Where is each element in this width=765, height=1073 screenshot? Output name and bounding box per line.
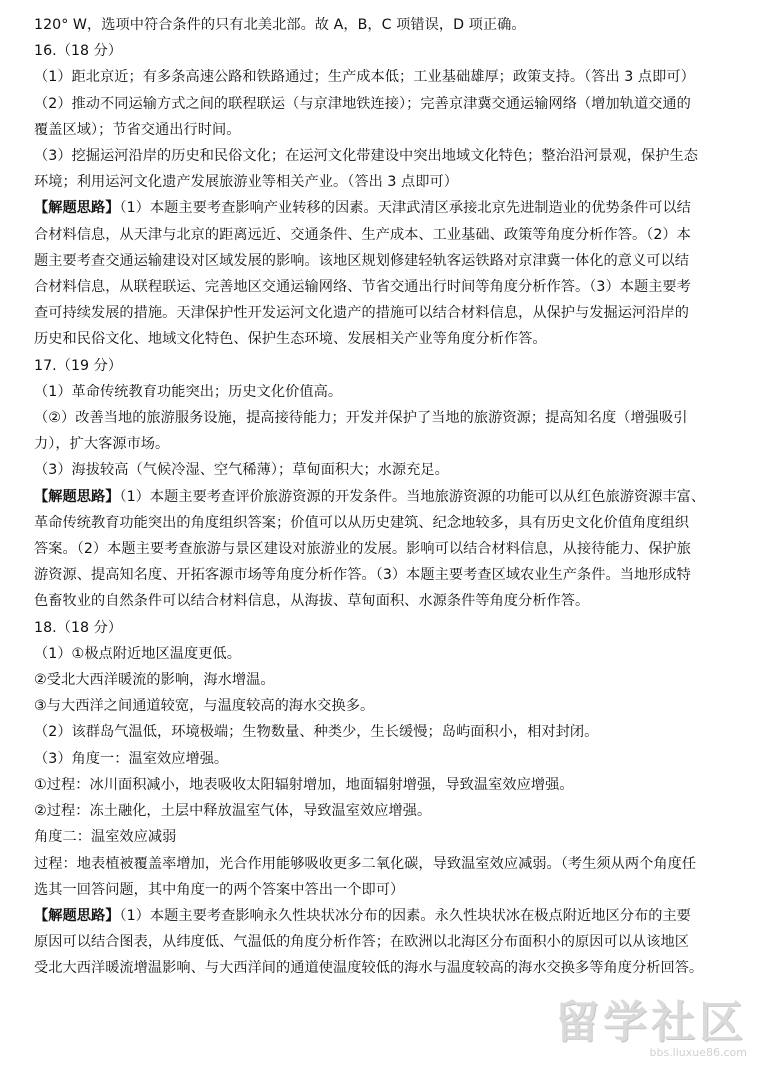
answer-text-body	[34, 12, 734, 982]
line-text: （3）海拔较高（气候冷湿、空气稀薄）；草甸面积大；水源充足。	[34, 462, 449, 479]
line-text: ①过程：冰川面积减小，地表吸收太阳辐射增加，地面辐射增强，导致温室效应增强。	[34, 776, 574, 793]
text-line	[34, 169, 734, 195]
line-text: （2）该群岛气温低，环境极端；生物数量、种类少，生长缓慢；岛屿面积小，相对封闭。	[34, 724, 599, 741]
text-line	[34, 117, 734, 143]
watermark-logo	[555, 997, 747, 1059]
text-line	[34, 353, 734, 379]
text-line	[34, 431, 734, 457]
text-line	[34, 248, 734, 274]
text-line	[34, 772, 734, 798]
line-text: 18.（18 分）	[34, 619, 123, 636]
line-text: （1）本题主要考查影响产业转移的因素。天津武清区承接北京先进制造业的优势条件可以结	[119, 200, 691, 217]
line-text: （3）角度一：温室效应增强。	[34, 750, 229, 767]
line-text: 选其一回答问题，其中角度一的两个答案中答出一个即可）	[34, 881, 405, 898]
line-text: 环境；利用运河文化遗产发展旅游业等相关产业。（答出 3 点即可）	[34, 174, 458, 191]
line-text: （1）距北京近；有多条高速公路和铁路通过；生产成本低；工业基础雄厚；政策支持。（答出 3 点即可）	[34, 69, 695, 86]
text-line	[34, 824, 734, 850]
line-text: 16.（18 分）	[34, 43, 123, 60]
line-text: （②）改善当地的旅游服务设施，提高接待能力；开发并保护了当地的旅游资源；提高知名度（增强吸引	[34, 410, 688, 427]
text-line	[34, 457, 734, 483]
line-text: ③与大西洋之间通道较宽，与温度较高的海水交换多。	[34, 698, 375, 715]
line-text: ②过程：冻土融化，土层中释放温室气体，导致温室效应增强。	[34, 803, 432, 820]
line-text: （1）革命传统教育功能突出；历史文化价值高。	[34, 383, 343, 400]
solution-tag: 【解题思路】	[34, 200, 120, 217]
text-line	[34, 641, 734, 667]
line-text: 过程：地表植被覆盖率增加，光合作用能够吸收更多二氧化碳，导致温室效应减弱。（考生须从两个角度任	[34, 855, 697, 872]
line-text: （2）推动不同运输方式之间的联程联运（与京津地铁连接）；完善京津冀交通运输网络（增加轨道交通的	[34, 95, 691, 112]
solution-tag: 【解题思路】	[34, 488, 120, 505]
text-line	[34, 615, 734, 641]
text-line	[34, 222, 734, 248]
line-text: （1）①极点附近地区温度更低。	[34, 645, 241, 662]
line-text: 题主要考查交通运输建设对区域发展的影响。该地区规划修建轻轨客运铁路对京津冀一体化的意义可以结	[34, 252, 689, 269]
line-text: 色畜牧业的自然条件可以结合材料信息，从海拔、草甸面积、水源条件等角度分析作答。	[34, 593, 590, 610]
text-line	[34, 536, 734, 562]
text-line	[34, 903, 734, 929]
text-line	[34, 798, 734, 824]
text-line	[34, 379, 734, 405]
line-text: （1）本题主要考查评价旅游资源的开发条件。当地旅游资源的功能可以从红色旅游资源丰富、	[119, 488, 706, 505]
line-text: 力），扩大客源市场。	[34, 436, 170, 453]
text-line	[34, 326, 734, 352]
text-line	[34, 510, 734, 536]
text-line	[34, 300, 734, 326]
text-line	[34, 195, 734, 221]
line-text: 合材料信息，从天津与北京的距离远近、交通条件、生产成本、工业基础、政策等角度分析作答。（2）本	[34, 226, 691, 243]
text-line	[34, 877, 734, 903]
line-text: 原因可以结合图表，从纬度低、气温低的角度分析作答；在欧洲以北海区分布面积小的原因可以从该地区	[34, 934, 689, 951]
line-text: （1）本题主要考查影响永久性块状冰分布的因素。永久性块状冰在极点附近地区分布的主要	[119, 907, 691, 924]
line-text: 120° W，选项中符合条件的只有北美北部。故 A，B，C 项错误，D 项正确。	[34, 17, 526, 33]
text-line	[34, 851, 734, 877]
line-text: 合材料信息，从联程联运、完善地区交通运输网络、节省交通出行时间等角度分析作答。（3）本题主要考	[34, 279, 691, 296]
text-line	[34, 746, 734, 772]
text-line	[34, 38, 734, 64]
line-text: （3）挖掘运河沿岸的历史和民俗文化；在运河文化带建设中突出地域文化特色；整治沿河景观，保护生态	[34, 148, 699, 165]
watermark-url: bbs.liuxue86.com	[649, 1046, 747, 1059]
text-line	[34, 484, 734, 510]
watermark-title: 留学社区	[555, 997, 747, 1048]
line-text: 革命传统教育功能突出的角度组织答案；价值可以从历史建筑、纪念地较多，具有历史文化价值角度组织	[34, 514, 689, 531]
solution-tag: 【解题思路】	[34, 907, 120, 924]
line-text: ②受北大西洋暖流的影响，海水增温。	[34, 672, 275, 689]
line-text: 答案。（2）本题主要考查旅游与景区建设对旅游业的发展。影响可以结合材料信息，从接待能力、保护旅	[34, 541, 691, 558]
text-line	[34, 91, 734, 117]
line-text: 覆盖区域）；节省交通出行时间。	[34, 121, 241, 138]
text-line	[34, 693, 734, 719]
line-text: 查可持续发展的措施。天津保护性开发运河文化遗产的措施可以结合材料信息，从保护与发掘运河沿岸的	[34, 305, 689, 322]
line-text: 受北大西洋暖流增温影响、与大西洋间的通道使温度较低的海水与温度较高的海水交换多等角度分析回答。	[34, 960, 704, 977]
line-text: 历史和民俗文化、地域文化特色、保护生态环境、发展相关产业等角度分析作答。	[34, 331, 547, 348]
text-line	[34, 562, 734, 588]
text-line	[34, 12, 734, 38]
text-line	[34, 588, 734, 614]
text-line	[34, 955, 734, 981]
line-text: 17.（19 分）	[34, 357, 123, 374]
text-line	[34, 667, 734, 693]
text-line	[34, 719, 734, 745]
line-text: 游资源、提高知名度、开拓客源市场等角度分析作答。（3）本题主要考查区域农业生产条件。当地形成特	[34, 567, 691, 584]
text-line	[34, 143, 734, 169]
text-line	[34, 405, 734, 431]
line-text: 角度二：温室效应减弱	[34, 829, 177, 846]
text-line	[34, 274, 734, 300]
text-line	[34, 64, 734, 90]
text-line	[34, 929, 734, 955]
